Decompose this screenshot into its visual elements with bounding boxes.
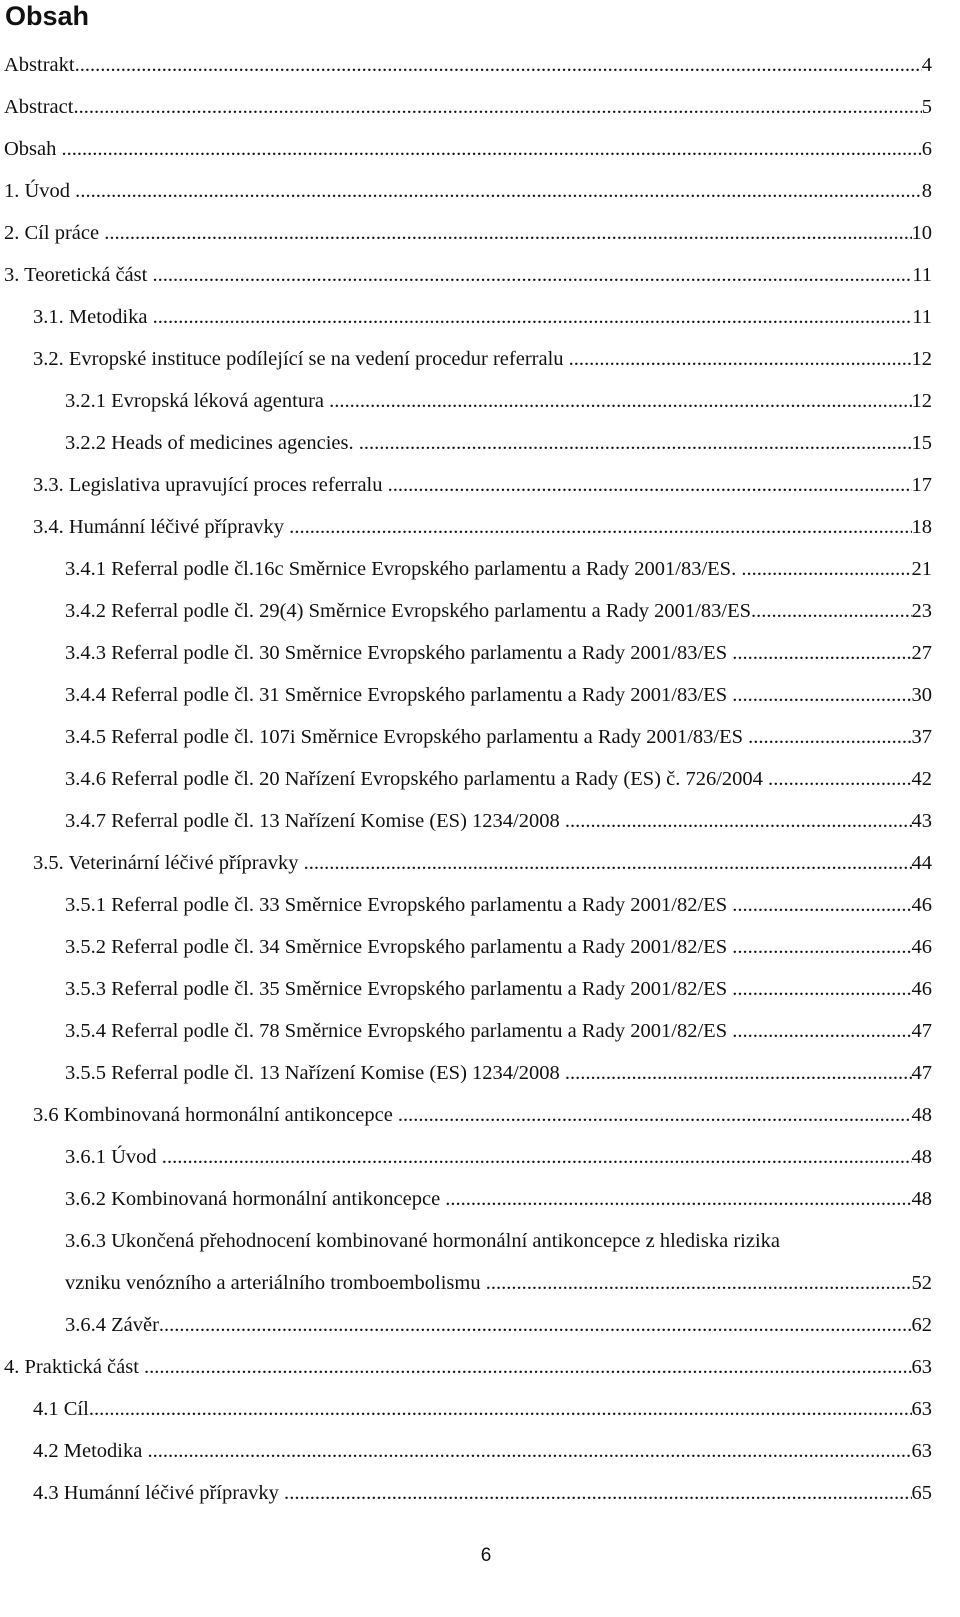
toc-leader	[574, 338, 912, 380]
toc-entry-page: 48	[911, 1146, 932, 1168]
toc-entry-page: 65	[911, 1482, 932, 1504]
toc-entry[interactable]	[0, 296, 960, 338]
toc-entry[interactable]	[0, 1472, 960, 1514]
toc-entry-page: 5	[921, 96, 932, 118]
toc-leader	[773, 758, 911, 800]
toc-leader	[75, 44, 922, 86]
toc-entry[interactable]	[0, 464, 960, 506]
toc-entry-title: 3.5.1 Referral podle čl. 33 Směrnice Evropského parlamentu a Rady 2001/82/ES .	[65, 894, 738, 916]
toc-entry-page: 11	[912, 306, 932, 328]
toc-leader	[67, 128, 922, 170]
toc-entry-title: Abstrakt	[4, 54, 75, 76]
toc-leader	[753, 716, 911, 758]
toc-entry-title: 3.2. Evropské instituce podílející se na vedení procedur referralu .	[33, 348, 574, 370]
toc-entry-page: 21	[911, 558, 932, 580]
toc-entry[interactable]	[0, 506, 960, 548]
toc-entry-page: 12	[911, 348, 932, 370]
toc-entry-title: 3.5.2 Referral podle čl. 34 Směrnice Evropského parlamentu a Rady 2001/82/ES .	[65, 936, 738, 958]
toc-leader	[80, 170, 921, 212]
toc-leader	[491, 1262, 912, 1304]
toc-entry[interactable]	[0, 44, 960, 86]
toc-entry[interactable]	[0, 86, 960, 128]
toc-entry[interactable]	[0, 674, 960, 716]
toc-entry[interactable]	[0, 1304, 960, 1346]
toc-entry[interactable]	[0, 1010, 960, 1052]
toc-entry-title: 4.2 Metodika .	[33, 1440, 153, 1462]
toc-entry-page: 17	[911, 474, 932, 496]
page-title: Obsah	[5, 1, 90, 31]
toc-leader	[149, 1346, 911, 1388]
toc-leader	[737, 1010, 911, 1052]
toc-entry-title: 3.4.4 Referral podle čl. 31 Směrnice Evropského parlamentu a Rady 2001/83/ES .	[65, 684, 738, 706]
toc-entry-title: 3.4. Humánní léčivé přípravky .	[33, 516, 295, 538]
toc-entry-page: 47	[911, 1062, 932, 1084]
toc-leader	[570, 800, 912, 842]
toc-entry[interactable]	[0, 1136, 960, 1178]
toc-entry-page: 11	[912, 264, 932, 286]
toc-entry[interactable]	[0, 1052, 960, 1094]
toc-entry-page: 63	[911, 1398, 932, 1420]
toc-entry-title: 3.6.2 Kombinovaná hormonální antikoncepce .	[65, 1188, 451, 1210]
toc-leader	[167, 1136, 912, 1178]
toc-leader	[294, 506, 911, 548]
toc-entry[interactable]	[0, 128, 960, 170]
toc-entry-page: 42	[911, 768, 932, 790]
toc-entry-title: 2. Cíl práce .	[4, 222, 110, 244]
toc-entry-title: 3.5.3 Referral podle čl. 35 Směrnice Evropského parlamentu a Rady 2001/82/ES .	[65, 978, 738, 1000]
toc-entry-title: 3.4.6 Referral podle čl. 20 Nařízení Evropského parlamentu a Rady (ES) č. 726/2004 .	[65, 768, 774, 790]
toc-entry[interactable]	[0, 1178, 960, 1220]
toc-leader	[737, 674, 911, 716]
toc-entry-title: 3.3. Legislativa upravující proces referralu .	[33, 474, 393, 496]
toc-entry-page: 46	[911, 936, 932, 958]
toc-leader	[737, 632, 911, 674]
toc-entry-title: 3.4.2 Referral podle čl. 29(4) Směrnice Evropského parlamentu a Rady 2001/83/ES	[65, 600, 751, 622]
toc-leader	[737, 884, 911, 926]
toc-entry-title: 3.1. Metodika .	[33, 306, 158, 328]
toc-entry[interactable]	[0, 422, 960, 464]
toc-entry-page: 63	[911, 1356, 932, 1378]
toc-entry[interactable]	[0, 1346, 960, 1388]
toc-entry-title: vzniku venózního a arteriálního tromboembolismu .	[65, 1272, 491, 1294]
toc-entry-title: 3.6.4 Závěr	[65, 1314, 159, 1336]
toc-leader	[751, 590, 912, 632]
toc-leader	[309, 842, 912, 884]
toc-entry-page: 37	[911, 726, 932, 748]
toc-entry[interactable]	[0, 590, 960, 632]
toc-leader	[73, 86, 921, 128]
toc-entry[interactable]	[0, 1388, 960, 1430]
toc-entry-page: 47	[911, 1020, 932, 1042]
toc-entry-title: 1. Úvod .	[4, 180, 81, 202]
toc-leader	[289, 1472, 911, 1514]
toc-leader	[746, 548, 911, 590]
toc-entry-page: 6	[921, 138, 932, 160]
toc-entry[interactable]	[0, 926, 960, 968]
toc-entry-page: 48	[911, 1188, 932, 1210]
toc-entry-title: 3.4.7 Referral podle čl. 13 Nařízení Komise (ES) 1234/2008 .	[65, 810, 570, 832]
toc-entry-title: Obsah .	[4, 138, 67, 160]
toc-entry-title: 3.5.5 Referral podle čl. 13 Nařízení Komise (ES) 1234/2008 .	[65, 1062, 570, 1084]
toc-entry-page: 52	[911, 1272, 932, 1294]
toc-entry-title: 3.4.3 Referral podle čl. 30 Směrnice Evropského parlamentu a Rady 2001/83/ES .	[65, 642, 738, 664]
toc-leader	[570, 1052, 912, 1094]
toc-entry-page: 27	[911, 642, 932, 664]
toc-entry[interactable]	[0, 380, 960, 422]
table-of-contents	[0, 44, 960, 1514]
toc-entry[interactable]	[0, 212, 960, 254]
toc-entry[interactable]	[0, 968, 960, 1010]
toc-entry-title: 4. Praktická část .	[4, 1356, 150, 1378]
toc-entry-page: 63	[911, 1440, 932, 1462]
toc-entry-page: 23	[911, 600, 932, 622]
toc-entry-title: 3.6.1 Úvod .	[65, 1146, 167, 1168]
toc-leader	[450, 1178, 911, 1220]
toc-entry-title: 3.2.1 Evropská léková agentura .	[65, 390, 335, 412]
toc-entry[interactable]	[0, 338, 960, 380]
toc-leader	[89, 1388, 912, 1430]
toc-entry[interactable]	[0, 548, 960, 590]
toc-leader	[393, 464, 912, 506]
toc-entry-title: 3.5.4 Referral podle čl. 78 Směrnice Evropského parlamentu a Rady 2001/82/ES .	[65, 1020, 738, 1042]
toc-entry-page: 62	[911, 1314, 932, 1336]
toc-leader	[737, 926, 911, 968]
toc-entry-page: 48	[911, 1104, 932, 1126]
toc-entry-page: 12	[911, 390, 932, 412]
toc-entry[interactable]	[0, 1220, 960, 1262]
toc-leader	[159, 1304, 912, 1346]
toc-entry[interactable]	[0, 842, 960, 884]
toc-entry-title: 3.4.5 Referral podle čl. 107i Směrnice Evropského parlamentu a Rady 2001/83/ES .	[65, 726, 754, 748]
toc-entry-page: 46	[911, 978, 932, 1000]
toc-entry-page: 8	[921, 180, 932, 202]
toc-entry-title: 3. Teoretická část .	[4, 264, 158, 286]
toc-entry-continuation[interactable]	[0, 1262, 960, 1304]
toc-leader	[737, 968, 911, 1010]
toc-entry[interactable]	[0, 254, 960, 296]
toc-leader	[403, 1094, 911, 1136]
toc-leader	[153, 1430, 912, 1472]
toc-entry-page: 44	[911, 852, 932, 874]
toc-entry[interactable]	[0, 800, 960, 842]
toc-entry-page: 10	[911, 222, 932, 244]
toc-leader	[364, 422, 912, 464]
toc-leader	[158, 254, 913, 296]
toc-entry-page: 43	[911, 810, 932, 832]
toc-entry-title: 4.3 Humánní léčivé přípravky .	[33, 1482, 290, 1504]
toc-leader	[334, 380, 911, 422]
toc-entry[interactable]	[0, 758, 960, 800]
toc-entry-title: 3.5. Veterinární léčivé přípravky .	[33, 852, 309, 874]
toc-entry-title: 3.6 Kombinovaná hormonální antikoncepce .	[33, 1104, 404, 1126]
toc-entry-page: 46	[911, 894, 932, 916]
toc-entry[interactable]	[0, 1430, 960, 1472]
toc-entry-page: 4	[921, 54, 932, 76]
toc-entry-title: Abstract	[4, 96, 74, 118]
toc-entry[interactable]	[0, 632, 960, 674]
toc-entry-title: 3.2.2 Heads of medicines agencies. .	[65, 432, 364, 454]
page-number: 6	[480, 1545, 492, 1566]
toc-entry[interactable]	[0, 170, 960, 212]
toc-entry-title: 4.1 Cíl	[33, 1398, 89, 1420]
toc-entry-page: 30	[911, 684, 932, 706]
toc-leader	[158, 296, 913, 338]
toc-entry-title: 3.4.1 Referral podle čl.16c Směrnice Evropského parlamentu a Rady 2001/83/ES. .	[65, 558, 747, 580]
toc-entry-page: 15	[911, 432, 932, 454]
toc-entry-page: 18	[911, 516, 932, 538]
toc-entry[interactable]	[0, 884, 960, 926]
toc-entry[interactable]	[0, 1094, 960, 1136]
toc-entry-title: 3.6.3 Ukončená přehodnocení kombinované hormonální antikoncepce z hlediska rizika	[65, 1230, 780, 1252]
toc-entry[interactable]	[0, 716, 960, 758]
toc-leader	[109, 212, 911, 254]
